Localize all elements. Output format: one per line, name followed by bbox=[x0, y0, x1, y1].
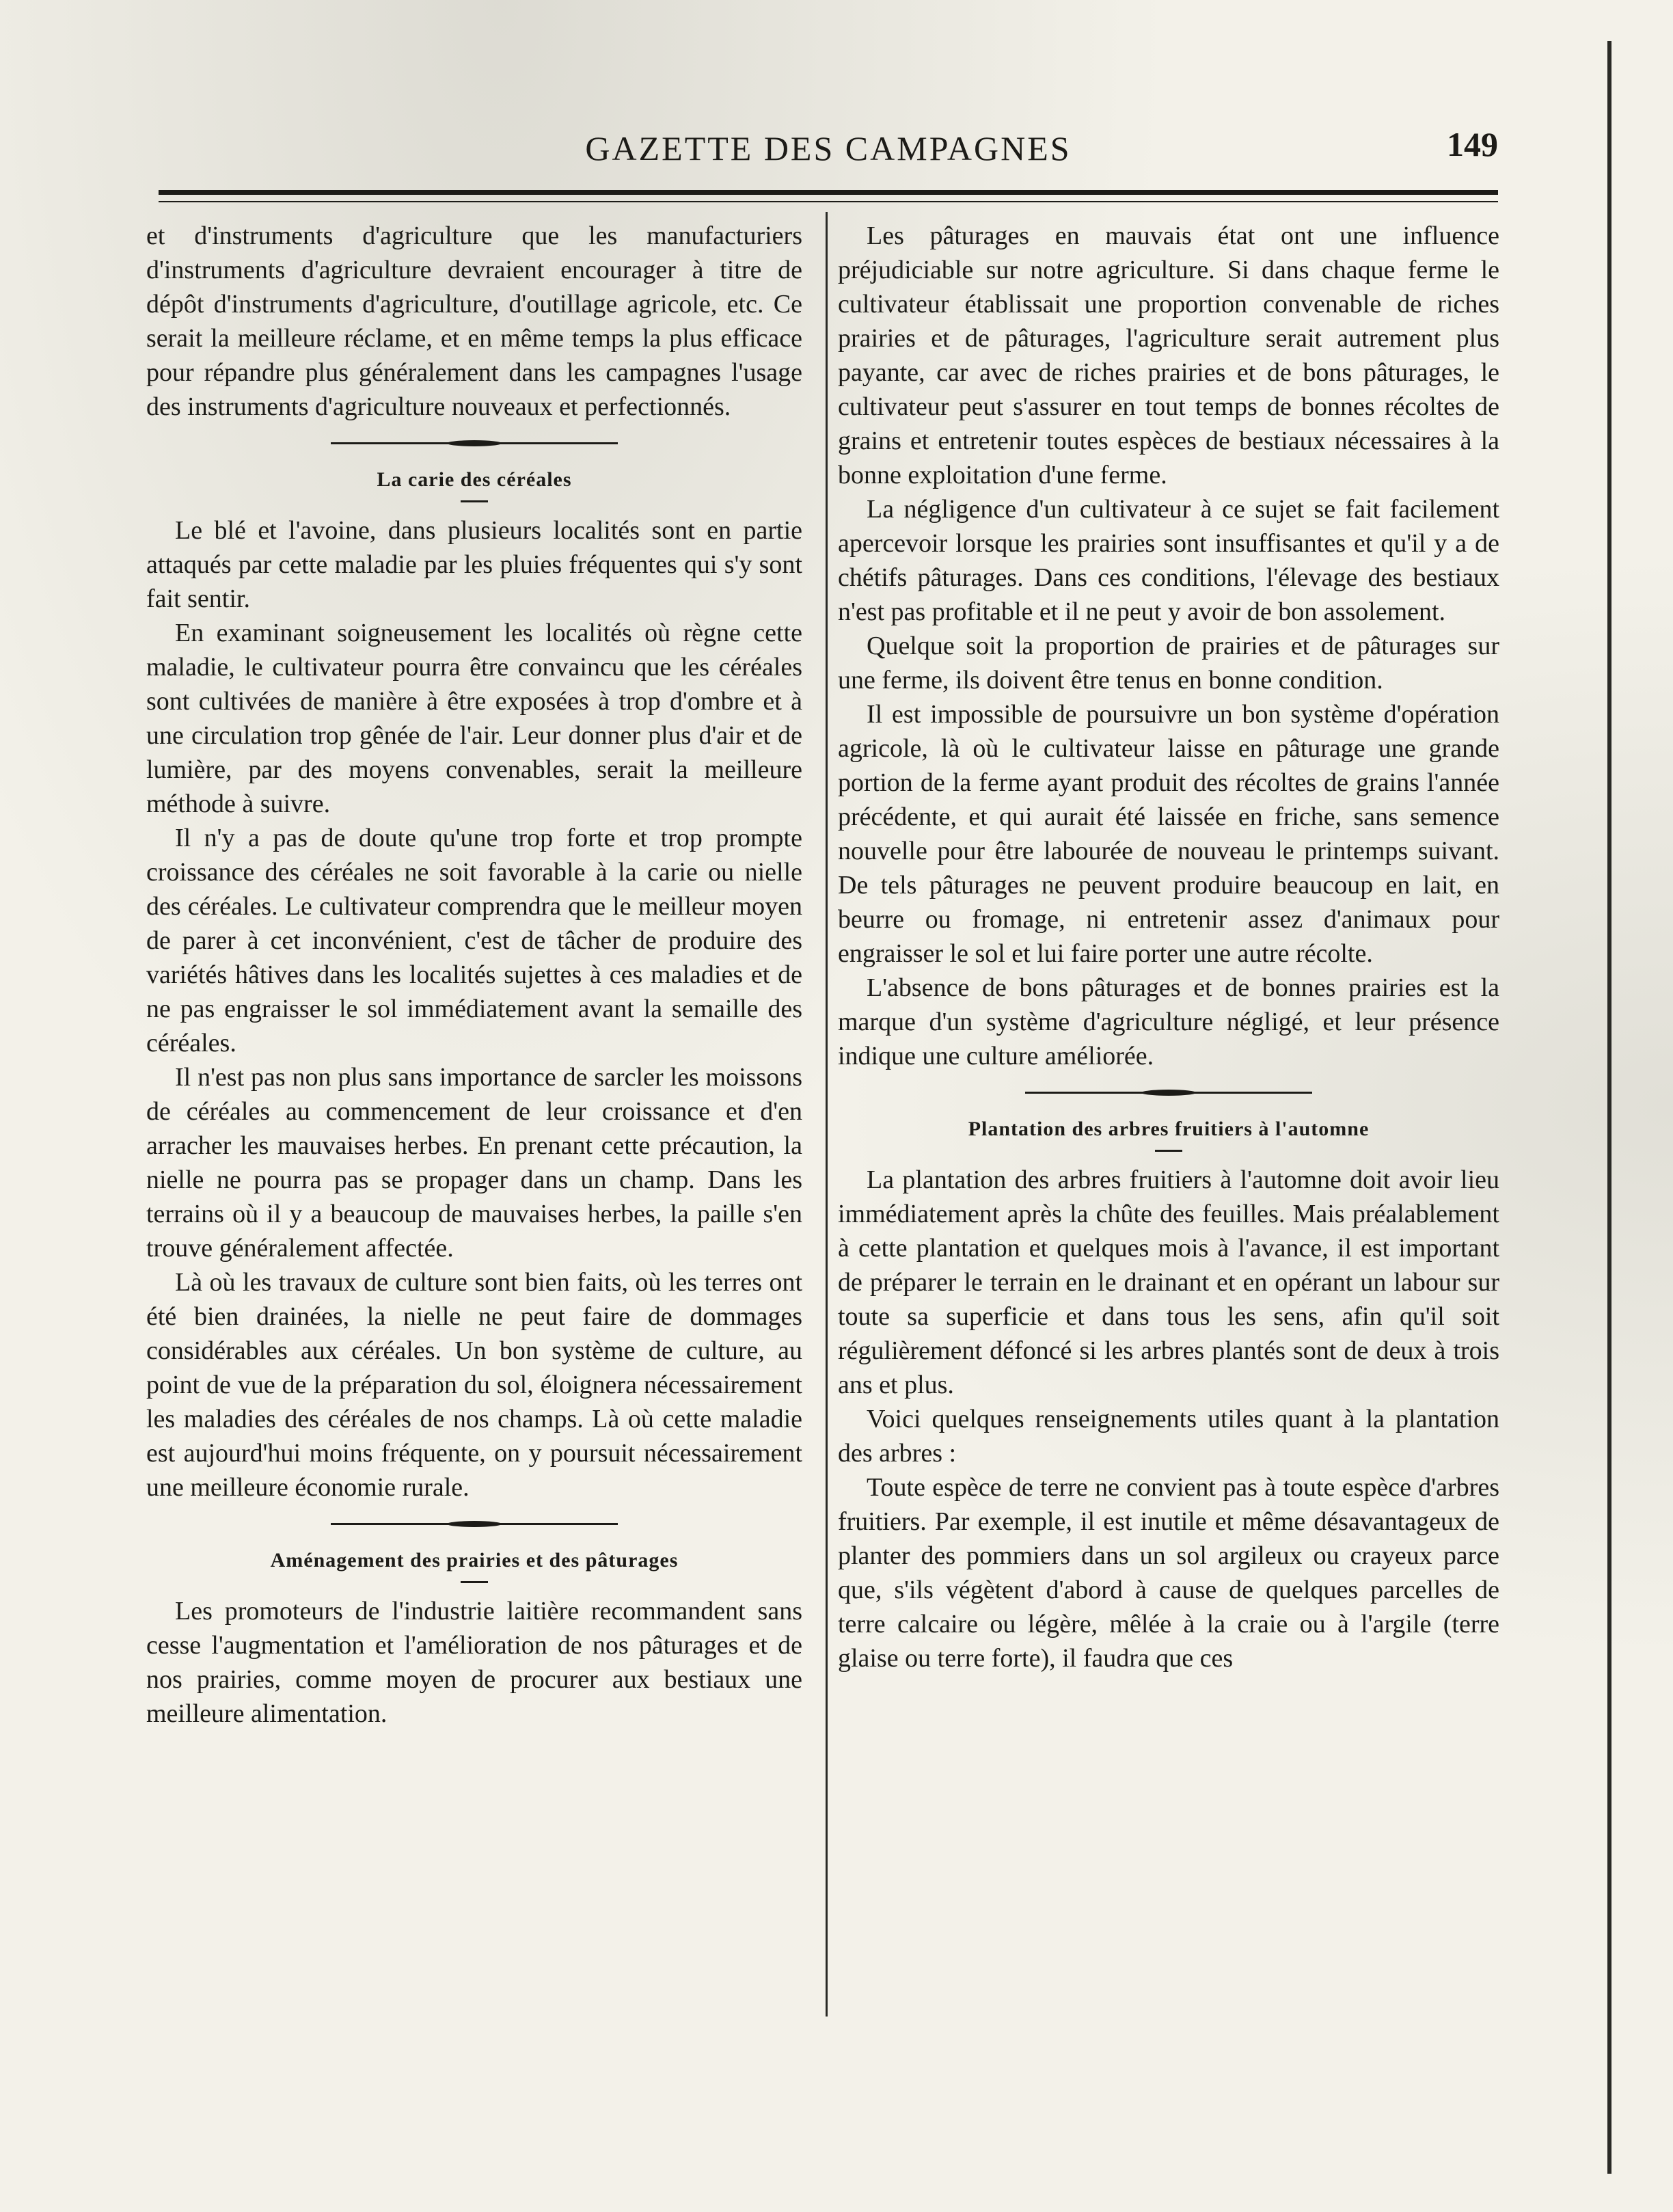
section-title-carie: La carie des céréales bbox=[377, 468, 572, 491]
column-divider bbox=[826, 212, 828, 2017]
article-paragraph: Les promoteurs de l'industrie laitière recommandent sans cesse l'augmentation et l'amélioration de nos pâturages et de nos prairies, comme moyen de procurer aux bestiaux une meilleure alimentation. bbox=[146, 1597, 802, 1728]
article-paragraph: Là où les travaux de culture sont bien faits, où les terres ont été bien drainées, la nielle ne peut faire de dommages considérables aux céréales. Un bon système de culture, au point de vue de la préparation du sol, éloignera nécessairement les maladies des céréales de nos champs. Là où cette maladie est aujourd'hui moins fréquente, on y poursuit nécessairement une meilleure économie rurale. bbox=[146, 1268, 802, 1502]
right-column bbox=[838, 219, 1499, 2010]
continued-paragraph: et d'instruments d'agriculture que les manufacturiers d'instruments d'agriculture devraient encourager à titre de dépôt d'instruments d'agriculture, d'outillage agricole, etc. Ce serait la meilleure réclame, et en même temps la plus efficace pour répandre plus généralement dans les campagnes l'usage des instruments d'agriculture nouveaux et perfectionnés. bbox=[146, 221, 802, 421]
title-dash bbox=[461, 1581, 488, 1583]
article-paragraph: La plantation des arbres fruitiers à l'automne doit avoir lieu immédiatement après la chûte des feuilles. Mais préalablement à cette plantation et quelques mois à l'avance, il est important de préparer le terrain en le drainant et en opérant un labour sur toute sa superficie et dans tous les sens, afin qu'il soit régulièrement défoncé si les arbres plantés sont de deux à trois ans et plus. bbox=[838, 1165, 1499, 1399]
article-paragraph: Les pâturages en mauvais état ont une influence préjudiciable sur notre agriculture. Si dans chaque ferme le cultivateur établissait une proportion convenable de riches prairies et de pâturages, l'agriculture serait autrement plus payante, car avec de riches prairies et de bons pâturages, le cultivateur peut s'assurer en tout temps de bonnes récoltes de grains et entretenir toutes espèces de bestiaux nécessaires à la bonne exploitation d'une ferme. bbox=[838, 221, 1499, 489]
section-ornament bbox=[1025, 1083, 1312, 1103]
left-column bbox=[146, 219, 802, 2010]
article-paragraph: La négligence d'un cultivateur à ce sujet se fait facilement apercevoir lorsque les prairies sont insuffisantes et qu'il y a de chétifs pâturages. Dans ces conditions, l'élevage des bestiaux n'est pas profitable et il ne peut y avoir de bon assolement. bbox=[838, 495, 1499, 626]
article-paragraph: L'absence de bons pâturages et de bonnes prairies est la marque d'un système d'agriculture négligé, et leur présence indique une culture améliorée. bbox=[838, 973, 1499, 1070]
article-paragraph: En examinant soigneusement les localités où règne cette maladie, le cultivateur pourra être convaincu que les céréales sont cultivées de manière à être exposées à trop d'ombre et à une circulation trop gênée de l'air. Leur donner plus d'air et de lumière, par des moyens convenables, serait la meilleure méthode à suivre. bbox=[146, 619, 802, 818]
article-paragraph: Il est impossible de poursuivre un bon système d'opération agricole, là où le cultivateur laisse en pâturage une grande portion de la ferme ayant produit des récoltes de grains l'année précédente, et qui aurait été laissée en friche, sans semence nouvelle pour être labourée de nouveau le printemps suivant. De tels pâturages ne peuvent produire beaucoup en lait, en beurre ou fromage, ni entretenir assez d'animaux pour engraisser le sol et lui faire porter une autre récolte. bbox=[838, 700, 1499, 968]
title-dash bbox=[461, 500, 488, 502]
article-paragraph: Quelque soit la proportion de prairies et de pâturages sur une ferme, ils doivent être tenus en bonne condition. bbox=[838, 632, 1499, 694]
article-paragraph: Le blé et l'avoine, dans plusieurs localités sont en partie attaqués par cette maladie par les pluies fréquentes qui s'y sont fait sentir. bbox=[146, 516, 802, 613]
page-number: 149 bbox=[1447, 125, 1498, 163]
header-rule-thick bbox=[159, 190, 1498, 195]
section-ornament bbox=[331, 1514, 618, 1535]
section-title-plantation: Plantation des arbres fruitiers à l'automne bbox=[968, 1118, 1370, 1140]
running-title: GAZETTE DES CAMPAGNES bbox=[585, 129, 1072, 167]
article-paragraph: Toute espèce de terre ne convient pas à toute espèce d'arbres fruitiers. Par exemple, il est inutile et même désavantageux de planter des pommiers dans un sol argileux ou crayeux parce que, s'ils végètent d'abord à cause de quelques parcelles de terre calcaire ou légère, mêlée à la craie ou à l'argile (terre glaise ou terre forte), il faudra que ces bbox=[838, 1473, 1499, 1673]
page-header bbox=[159, 123, 1498, 178]
section-ornament bbox=[331, 433, 618, 454]
title-dash bbox=[1155, 1150, 1182, 1152]
article-paragraph: Il n'y a pas de doute qu'une trop forte et trop prompte croissance des céréales ne soit favorable à la carie ou nielle des céréales. Le cultivateur comprendra que le meilleur moyen de parer à cet inconvénient, c'est de tâcher de produire des variétés hâtives dans les localités sujettes à ces maladies et de ne pas engraisser le sol immédiatement avant la semaille des céréales. bbox=[146, 824, 802, 1057]
header-rule-thin bbox=[159, 201, 1498, 202]
section-title-prairies: Aménagement des prairies et des pâturages bbox=[270, 1549, 679, 1572]
article-paragraph: Voici quelques renseignements utiles quant à la plantation des arbres : bbox=[838, 1405, 1499, 1468]
page-edge-rule bbox=[1607, 41, 1611, 2174]
article-paragraph: Il n'est pas non plus sans importance de sarcler les moissons de céréales au commencement de leur croissance et d'en arracher les mauvaises herbes. En prenant cette précaution, la nielle ne pourra pas se propager dans un champ. Dans les terrains où il y a beaucoup de mauvaises herbes, la paille s'en trouve généralement affectée. bbox=[146, 1063, 802, 1263]
